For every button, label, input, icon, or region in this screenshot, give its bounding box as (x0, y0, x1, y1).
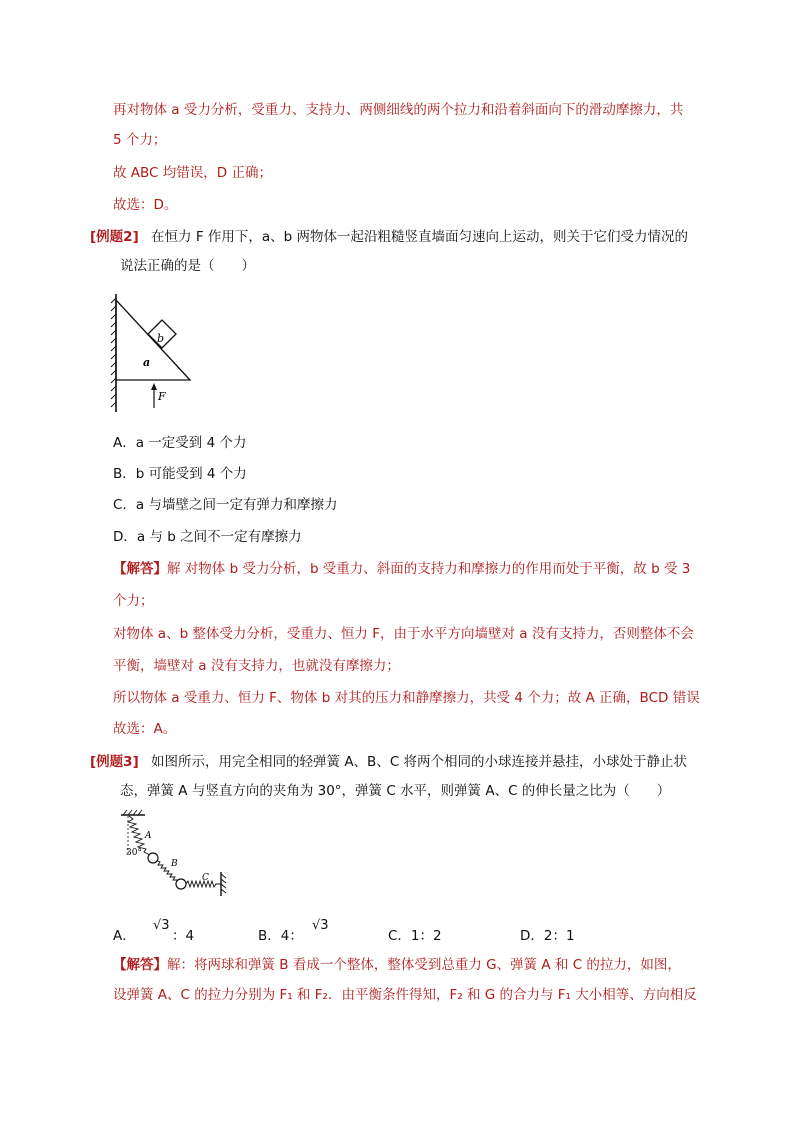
label-spring-c: C (202, 873, 209, 883)
example3-option-a-sqrt: √3 (153, 918, 170, 933)
prev-line-2: 5 个力； (113, 132, 167, 148)
example2-answer-text1: 解 对物体 b 受力分析，b 受重力、斜面的支持力和摩擦力的作用而处于平衡，故 b 受 3 (167, 561, 691, 577)
ball-2 (176, 879, 186, 889)
prev-line-4: 故选：D。 (113, 197, 178, 213)
example3-option-b-sqrt: √3 (312, 918, 329, 933)
example2-tag: [例题2] (90, 229, 139, 245)
example3-answer-text1: 解：将两球和弹簧 B 看成一个整体，整体受到总重力 G、弹簧 A 和 C 的拉力，如图， (167, 957, 681, 973)
angle-label: 30° (126, 848, 142, 858)
example2-option-a: A．a 一定受到 4 个力 (113, 435, 247, 451)
example3-option-b-prefix: B．4： (258, 928, 303, 944)
example3-option-d: D．2：1 (520, 928, 575, 944)
example2-answer-line2: 个力； (113, 593, 154, 609)
label-spring-b: B (171, 859, 178, 869)
label-spring-a: A (145, 831, 152, 841)
example3-question-line2: 态，弹簧 A 与竖直方向的夹角为 30°，弹簧 C 水平，则弹簧 A、C 的伸长量之比为（ ） (120, 783, 671, 799)
prev-line-3: 故 ABC 均错误，D 正确； (113, 165, 272, 181)
example2-answer-line6: 故选：A。 (113, 721, 177, 737)
example2-answer-line3: 对物体 a、b 整体受力分析，受重力、恒力 F，由于水平方向墙壁对 a 没有支持力，否则整体不会 (113, 626, 694, 642)
wedge-figure (108, 290, 208, 418)
example3-option-a (113, 926, 136, 946)
label-a: a (143, 356, 151, 369)
example3-option-a-suffix: ：4 (172, 928, 195, 944)
example3-option-a-prefix: A． (113, 928, 136, 944)
example3-answer-tag: 【解答】 (113, 957, 167, 973)
label-F: F (158, 390, 166, 403)
example3-tag: [例题3] (90, 754, 139, 770)
example2-answer-line5: 所以物体 a 受重力、恒力 F、物体 b 对其的压力和静摩擦力，共受 4 个力；故 A 正确，BCD 错误 (113, 690, 700, 706)
example2-question-line1: 在恒力 F 作用下，a、b 两物体一起沿粗糙竖直墙面匀速向上运动，则关于它们受力情况的 (151, 229, 689, 245)
prev-line-1: 再对物体 a 受力分析，受重力、支持力、两侧细线的两个拉力和沿着斜面向下的滑动摩擦力，共 (113, 102, 684, 118)
example3-answer-line2: 设弹簧 A、C 的拉力分别为 F₁ 和 F₂．由平衡条件得知，F₂ 和 G 的合力与 F₁ 大小相等、方向相反 (113, 987, 697, 1003)
example2-answer-tag: 【解答】 (113, 561, 167, 577)
example3-question (90, 752, 687, 772)
wedge-a-shape (116, 300, 190, 380)
ball-1 (148, 853, 158, 863)
example3-answer-line1 (113, 955, 681, 975)
spring-figure (115, 808, 237, 898)
example3-option-c: C．1：2 (388, 928, 442, 944)
force-arrow-icon (151, 383, 157, 390)
example2-question-line2: 说法正确的是（ ） (120, 258, 255, 274)
example2-option-b: B．b 可能受到 4 个力 (113, 466, 247, 482)
example2-answer-line4: 平衡，墙壁对 a 没有支持力，也就没有摩擦力； (113, 658, 400, 674)
label-b: b (157, 332, 165, 345)
example3-question-line1: 如图所示，用完全相同的轻弹簧 A、B、C 将两个相同的小球连接并悬挂，小球处于静止状 (151, 754, 688, 770)
example2-question (90, 227, 688, 247)
example2-option-d: D．a 与 b 之间不一定有摩擦力 (113, 529, 302, 545)
example2-answer-line1 (113, 559, 690, 579)
example2-option-c: C．a 与墙壁之间一定有弹力和摩擦力 (113, 497, 338, 513)
